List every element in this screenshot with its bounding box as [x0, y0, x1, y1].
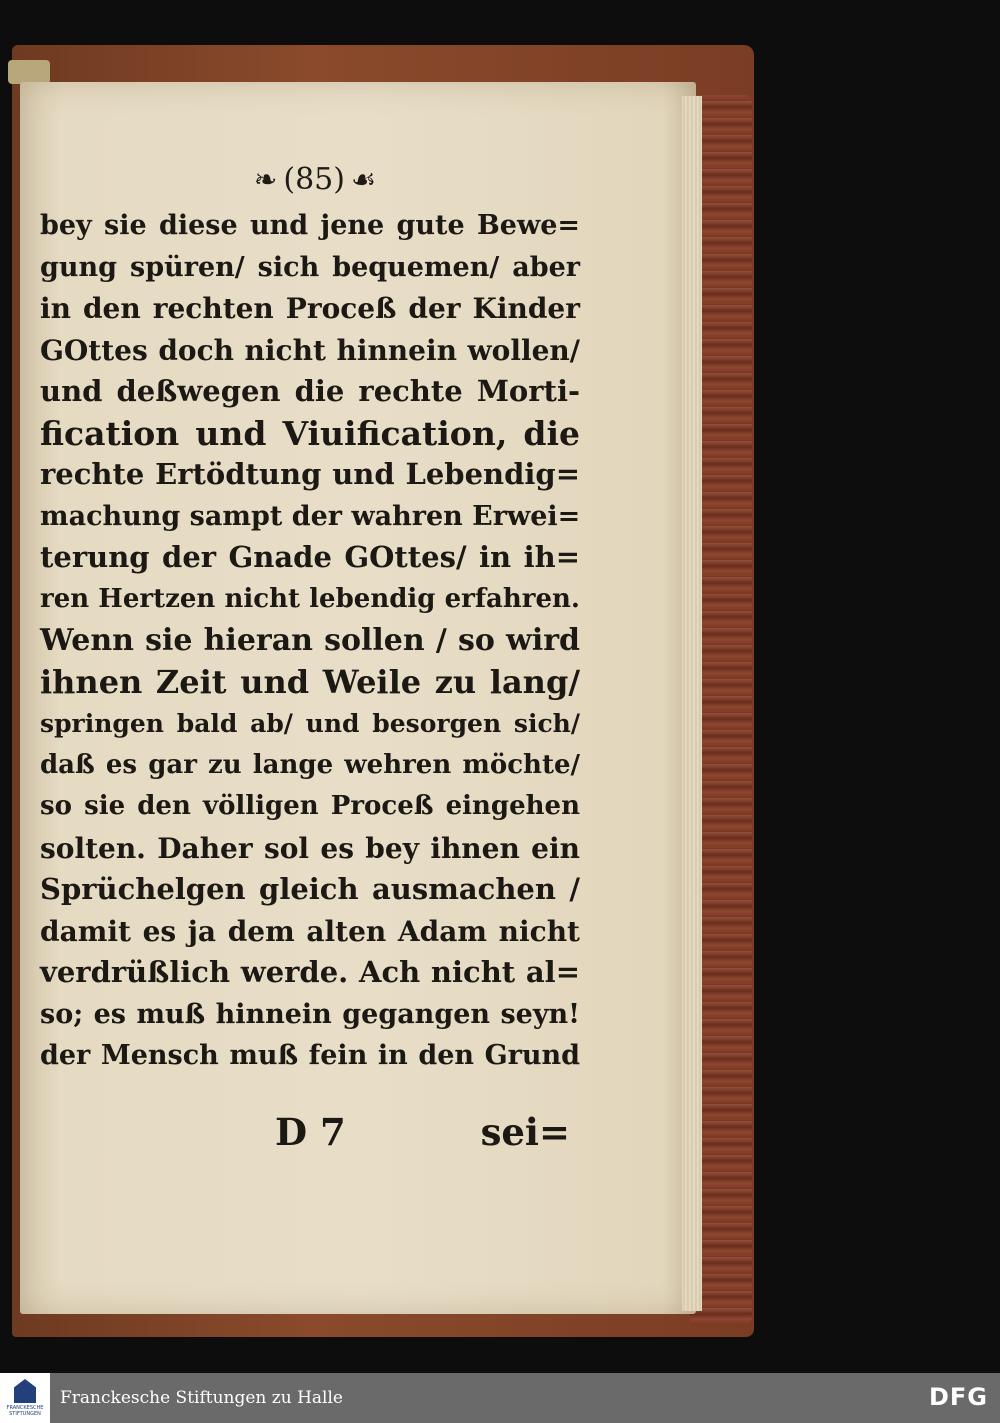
text-line: bey sie diese und jene gute Bewe=	[40, 210, 580, 241]
text-line: solten. Daher sol es bey ihnen ein	[40, 831, 580, 865]
text-line: daß es gar zu lange wehren möchte/	[40, 749, 580, 780]
text-line: Sprüchelgen gleich ausmachen /	[40, 872, 580, 906]
text-line: ren Hertzen nicht lebendig erfahren.	[40, 583, 580, 614]
text-line: gung spüren/ sich bequemen/ aber	[40, 251, 580, 283]
page-stack	[682, 96, 702, 1311]
spine-clasp	[8, 60, 50, 84]
text-line: und deßwegen die rechte Morti-	[40, 374, 580, 408]
ornament-left-icon: ❧	[253, 163, 278, 196]
text-line: so; es muß hinnein gegangen seyn!	[40, 998, 580, 1030]
page-header	[210, 155, 420, 205]
text-line: verdrüßlich werde. Ach nicht al=	[40, 955, 580, 989]
text-line: der Mensch muß fein in den Grund	[40, 1040, 580, 1071]
dfg-logo[interactable]: DFG	[928, 1383, 988, 1411]
page-footer	[275, 1110, 570, 1156]
text-line: fication und Viuification, die	[40, 413, 580, 453]
text-line: damit es ja dem alten Adam nicht	[40, 914, 580, 948]
page-number: (85)	[283, 162, 345, 197]
text-line: so sie den völligen Proceß eingehen	[40, 791, 580, 821]
institution-logo[interactable]	[0, 1373, 50, 1423]
text-line: machung sampt der wahren Erwei=	[40, 500, 581, 532]
catchword: sei=	[480, 1110, 570, 1154]
text-line: ihnen Zeit und Weile zu lang/	[40, 662, 580, 701]
signature-mark: D 7	[275, 1110, 346, 1154]
text-line: Wenn sie hieran sollen / so wird	[40, 623, 580, 658]
logo-caption: FRANCKESCHE STIFTUNGEN	[6, 1405, 44, 1417]
building-icon	[14, 1379, 36, 1403]
institution-name[interactable]: Franckesche Stiftungen zu Halle	[60, 1388, 343, 1408]
body-text	[40, 205, 580, 1077]
ornament-right-icon: ☙	[350, 163, 377, 196]
text-line: in den rechten Proceß der Kinder	[40, 292, 580, 325]
footer-bar	[0, 1373, 1000, 1423]
text-line: rechte Ertödtung und Lebendig=	[40, 457, 580, 491]
text-line: terung der Gnade GOttes/ in ih=	[40, 540, 580, 574]
text-line: GOttes doch nicht hinnein wollen/	[40, 333, 580, 367]
text-line: springen bald ab/ und besorgen sich/	[40, 709, 580, 738]
